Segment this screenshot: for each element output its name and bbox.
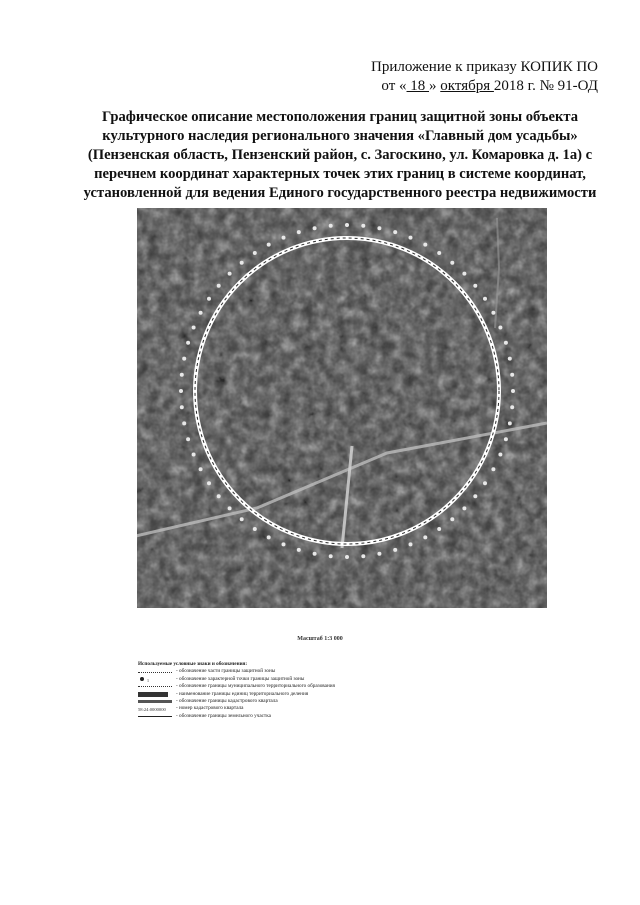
boundary-point-marker — [297, 230, 301, 234]
boundary-point-marker — [462, 506, 466, 510]
legend-symbol-dotted — [138, 683, 176, 690]
boundary-point-marker — [483, 481, 487, 485]
boundary-point-marker — [437, 251, 441, 255]
boundary-point-marker — [508, 357, 512, 361]
boundary-point-marker — [199, 311, 203, 315]
boundary-point-marker — [240, 261, 244, 265]
boundary-point-marker — [450, 517, 454, 521]
legend-heading: Используемые условные знаки и обозначения: — [138, 661, 248, 667]
legend-text: - обозначение границы земельного участка — [176, 712, 271, 719]
boundary-point-marker — [207, 297, 211, 301]
boundary-point-marker — [267, 243, 271, 247]
legend — [138, 661, 398, 720]
header-line-2 — [371, 77, 598, 96]
boundary-point-marker — [313, 226, 317, 230]
boundary-point-marker — [423, 535, 427, 539]
boundary-point-marker — [377, 552, 381, 556]
boundary-point-marker — [207, 481, 211, 485]
boundary-point-marker — [345, 555, 349, 559]
boundary-point-marker — [393, 230, 397, 234]
boundary-point-marker — [508, 421, 512, 425]
legend-row-cadastral — [138, 698, 398, 705]
legend-symbol-thick — [138, 698, 176, 705]
legend-symbol-line — [138, 669, 176, 676]
boundary-point-marker — [192, 326, 196, 330]
header-date-day: 18 — [406, 78, 430, 94]
boundary-point-marker — [504, 437, 508, 441]
boundary-point-marker — [180, 405, 184, 409]
legend-row-territorial — [138, 691, 398, 698]
boundary-point-marker — [498, 453, 502, 457]
boundary-point-marker — [186, 341, 190, 345]
legend-row-quarter-number — [138, 705, 398, 712]
boundary-point-marker — [199, 467, 203, 471]
map-graphic — [137, 208, 547, 608]
order-header — [371, 58, 598, 96]
boundary-point-marker — [409, 542, 413, 546]
boundary-point-marker — [423, 243, 427, 247]
title-line-3: (Пензенская область, Пензенский район, с. Загоскино, ул. Комаровка д. 1а) с — [87, 147, 593, 163]
boundary-point-marker — [217, 284, 221, 288]
title-line-1: Графическое описание местоположения границ защитной зоны объекта — [101, 109, 579, 125]
legend-text: - обозначение границы муниципального территориального образования — [176, 683, 335, 690]
header-line-1: Приложение к приказу КОПИК ПО — [371, 59, 598, 75]
boundary-point-marker — [504, 341, 508, 345]
header-date-mid: » — [429, 78, 441, 94]
boundary-point-marker — [498, 326, 502, 330]
boundary-point-marker — [192, 453, 196, 457]
aerial-map-image — [137, 208, 547, 608]
boundary-point-marker — [179, 389, 183, 393]
boundary-point-marker — [186, 437, 190, 441]
boundary-point-marker — [282, 542, 286, 546]
boundary-point-marker — [483, 297, 487, 301]
boundary-point-marker — [491, 467, 495, 471]
legend-symbol-number: 58:24:0000000 — [138, 706, 166, 712]
boundary-point-marker — [510, 373, 514, 377]
legend-row-land-plot — [138, 713, 398, 720]
boundary-point-marker — [228, 506, 232, 510]
legend-symbol-box — [138, 691, 176, 698]
boundary-point-marker — [253, 527, 257, 531]
boundary-point-marker — [462, 272, 466, 276]
boundary-point-marker — [297, 548, 301, 552]
boundary-point-marker — [437, 527, 441, 531]
boundary-point-marker — [491, 311, 495, 315]
boundary-point-marker — [393, 548, 397, 552]
header-date-suffix: 2018 г. № 91-ОД — [493, 78, 598, 94]
boundary-point-marker — [267, 535, 271, 539]
boundary-point-marker — [253, 251, 257, 255]
legend-text: - обозначение части границы защитной зоны — [176, 668, 276, 675]
boundary-point-marker — [180, 373, 184, 377]
boundary-point-marker — [329, 554, 333, 558]
boundary-point-marker — [473, 284, 477, 288]
legend-text: - обозначение границы кадастрового квартала — [176, 698, 278, 705]
legend-text: - обозначение характерной точки границы защитной зоны — [176, 675, 305, 682]
title-line-4: перечнем координат характерных точек этих границ в системе координат, — [94, 166, 586, 182]
legend-symbol-point: 1 — [138, 676, 176, 683]
legend-text: - номер кадастрового квартала — [176, 705, 244, 712]
map-scale: Масштаб 1:3 000 — [297, 636, 343, 642]
boundary-point-marker — [313, 552, 317, 556]
legend-row-zone-boundary — [138, 668, 398, 675]
legend-symbol-solid — [138, 713, 176, 720]
boundary-point-marker — [240, 517, 244, 521]
boundary-point-marker — [182, 421, 186, 425]
boundary-point-marker — [282, 236, 286, 240]
boundary-point-marker — [228, 272, 232, 276]
title-line-2: культурного наследия регионального значения «Главный дом усадьбы» — [102, 128, 578, 144]
boundary-point-marker — [361, 554, 365, 558]
header-date-month: октября — [440, 78, 494, 94]
boundary-point-marker — [473, 494, 477, 498]
legend-row-municipal — [138, 683, 398, 690]
boundary-point-marker — [217, 494, 221, 498]
boundary-point-marker — [345, 223, 349, 227]
boundary-point-marker — [377, 226, 381, 230]
legend-text: - наименование границы единиц территориального деления — [176, 690, 309, 697]
boundary-point-marker — [361, 224, 365, 228]
boundary-point-marker — [450, 261, 454, 265]
boundary-point-marker — [511, 389, 515, 393]
boundary-point-marker — [409, 236, 413, 240]
boundary-point-marker — [182, 357, 186, 361]
title-line-5: установленной для ведения Единого государственного реестра недвижимости — [83, 185, 597, 201]
boundary-point-marker — [510, 405, 514, 409]
boundary-point-marker — [329, 224, 333, 228]
document-title — [70, 108, 610, 203]
header-date-prefix: от « — [381, 78, 407, 94]
